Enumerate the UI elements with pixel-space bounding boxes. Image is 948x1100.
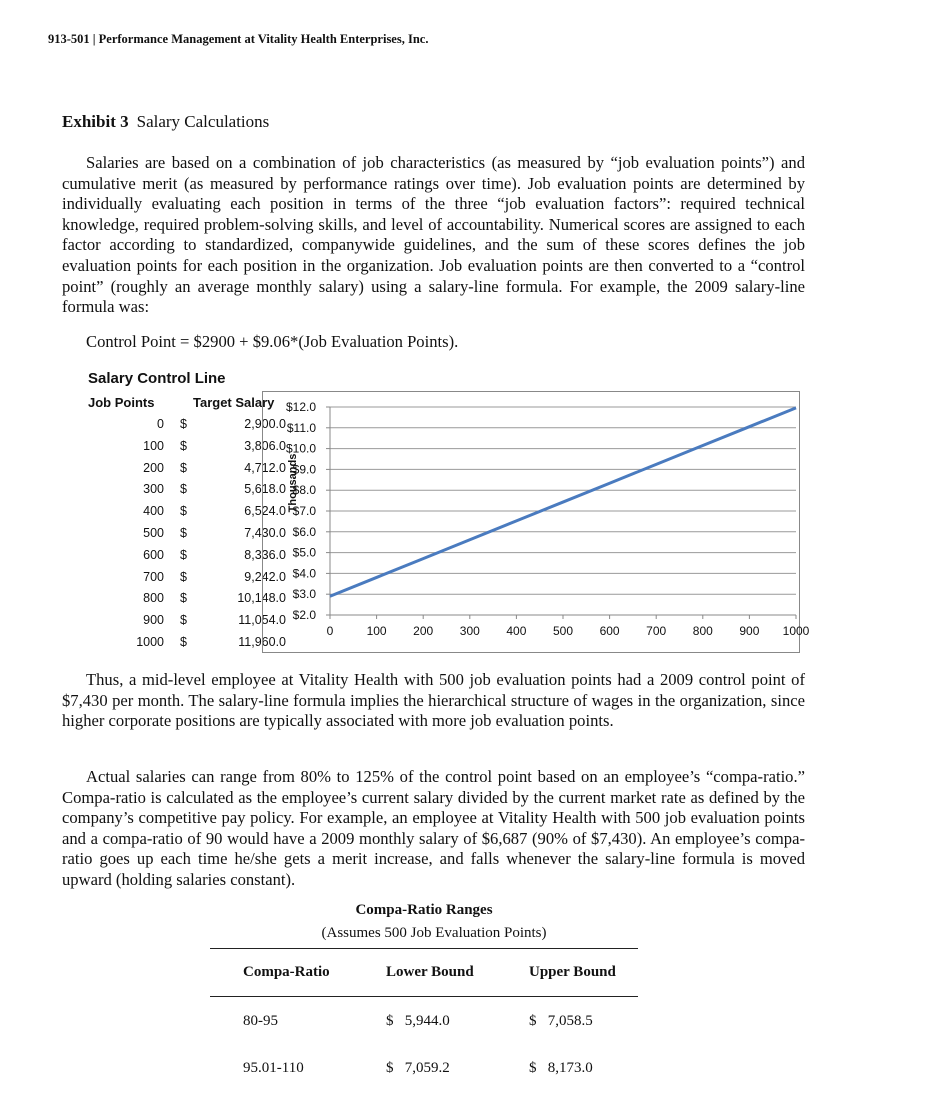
col-header-upper-bound: Upper Bound (529, 964, 616, 980)
x-tick-label: 200 (413, 624, 434, 638)
paragraph: Salaries are based on a combination of job characteristics (as measured by “job evaluation points”) and cumulative merit (as measured by performance ratings over time). Job evaluation points are determined by individually evaluating each position in terms of the three “job evaluation factors”: required technical knowledge, required problem-solving skills, and level of accountability. Numerical scores are assigned to each factor according to standardized, companywide guidelines, and the sum of these scores defines the job evaluation points for each position in the organization. Job evaluation points are then converted to a “control point” (roughly an average monthly salary) using a salary-line formula. For example, the 2009 salary-line formula was: (62, 153, 805, 317)
target-salary: 8,336.0 (244, 547, 286, 562)
col-header-lower-bound: Lower Bound (386, 964, 474, 980)
compa-cell-ratio: 95.01-110 (243, 1060, 304, 1076)
x-tick-label: 400 (506, 624, 527, 638)
col-header-target-salary: Target Salary (193, 395, 275, 410)
target-salary: 2,900.0 (244, 417, 286, 431)
col-header-job-points: Job Points (88, 395, 155, 410)
compa-table-subtitle: (Assumes 500 Job Evaluation Points) (321, 925, 547, 941)
x-tick-label: 600 (599, 624, 620, 638)
y-tick-label: $5.0 (292, 545, 316, 560)
currency-symbol: $ (180, 547, 187, 562)
y-tick-label: $12.0 (285, 400, 316, 414)
job-points: 600 (143, 547, 164, 562)
job-points: 900 (143, 613, 164, 628)
exhibit-heading (62, 112, 269, 132)
y-tick-label: $10.0 (285, 441, 316, 456)
y-tick-label: $7.0 (292, 504, 316, 518)
currency-symbol: $ (180, 635, 187, 649)
formula: Control Point = $2900 + $9.06*(Job Evaluation Points). (86, 332, 459, 351)
col-header-compa-ratio: Compa-Ratio (243, 964, 330, 980)
x-tick-label: 800 (692, 624, 713, 638)
compa-cell-ratio: 80-95 (243, 1013, 278, 1029)
table-rule (210, 948, 638, 949)
compa-table-title: Compa-Ratio Ranges (355, 902, 493, 918)
paragraph: Thus, a mid-level employee at Vitality Health with 500 job evaluation points had a 2009 control point of $7,430 per month. The salary-line formula implies the hierarchical structure of wages in the organization, since higher corporate positions are typically associated with more job evaluation points. (62, 670, 805, 731)
target-salary: 9,242.0 (244, 569, 286, 584)
y-tick-label: $6.0 (292, 524, 316, 539)
x-tick-label: 700 (646, 624, 667, 638)
salary-line-chart (262, 391, 810, 653)
target-salary: 11,960.0 (238, 635, 286, 649)
job-points: 300 (143, 482, 164, 497)
target-salary: 4,712.0 (244, 460, 286, 475)
y-tick-label: $4.0 (292, 566, 316, 581)
target-salary: 3,806.0 (244, 438, 286, 453)
y-tick-label: $3.0 (292, 587, 316, 602)
job-points: 700 (143, 569, 164, 584)
y-tick-label: $11.0 (286, 420, 316, 435)
compa-cell-lower: $ 5,944.0 (386, 1013, 450, 1029)
x-tick-label: 300 (459, 624, 480, 638)
x-tick-label: 100 (366, 624, 387, 638)
currency-symbol: $ (180, 504, 187, 519)
x-tick-label: 0 (326, 624, 334, 638)
compa-cell-upper: $ 7,058.5 (529, 1013, 593, 1029)
target-salary: 6,524.0 (244, 504, 286, 519)
salary-table-title: Salary Control Line (88, 370, 226, 387)
exhibit-label: Exhibit 3 (62, 112, 129, 131)
job-points: 200 (143, 460, 164, 475)
table-rule (210, 996, 638, 997)
target-salary: 7,430.0 (244, 526, 286, 540)
job-points: 1000 (136, 635, 164, 649)
job-points: 500 (143, 526, 164, 540)
currency-symbol: $ (180, 526, 187, 540)
y-tick-label: $9.0 (292, 462, 316, 477)
currency-symbol: $ (180, 417, 187, 431)
exhibit-title: Salary Calculations (136, 112, 270, 131)
currency-symbol: $ (180, 460, 187, 475)
compa-cell-lower: $ 7,059.2 (386, 1060, 450, 1076)
y-tick-label: $8.0 (292, 483, 316, 498)
currency-symbol: $ (180, 438, 187, 453)
x-tick-label: 900 (739, 624, 760, 638)
currency-symbol: $ (180, 482, 187, 497)
page-header: 913-501 | Performance Management at Vitality Health Enterprises, Inc. (48, 32, 429, 46)
currency-symbol: $ (180, 569, 187, 584)
compa-cell-upper: $ 8,173.0 (529, 1060, 593, 1076)
job-points: 400 (143, 504, 164, 519)
target-salary: 10,148.0 (237, 591, 286, 606)
paragraph: Actual salaries can range from 80% to 125% of the control point based on an employee’s “compa-ratio.” Compa-ratio is calculated as the employee’s current salary divided by the current market rate as defined by the company’s competitive pay policy. For example, an employee at Vitality Health with 500 job evaluation points and a compa-ratio of 90 would have a 2009 monthly salary of $6,687 (90% of $7,430). An employee’s compa-ratio goes up each time he/she gets a merit increase, and falls whenever the salary-line formula is moved upward (holding salaries constant). (62, 767, 805, 889)
chart-svg (263, 392, 810, 652)
y-tick-label: $2.0 (292, 608, 316, 622)
x-tick-label: 500 (552, 624, 574, 638)
currency-symbol: $ (180, 591, 187, 606)
x-tick-label: 1000 (782, 624, 810, 638)
job-points: 100 (143, 438, 164, 453)
currency-symbol: $ (180, 613, 187, 628)
job-points: 0 (157, 417, 164, 431)
target-salary: 11,054.0 (238, 613, 286, 628)
series-line (330, 408, 796, 596)
job-points: 800 (143, 591, 164, 606)
y-axis-label: Thousands (287, 453, 299, 513)
target-salary: 5,618.0 (244, 482, 286, 497)
